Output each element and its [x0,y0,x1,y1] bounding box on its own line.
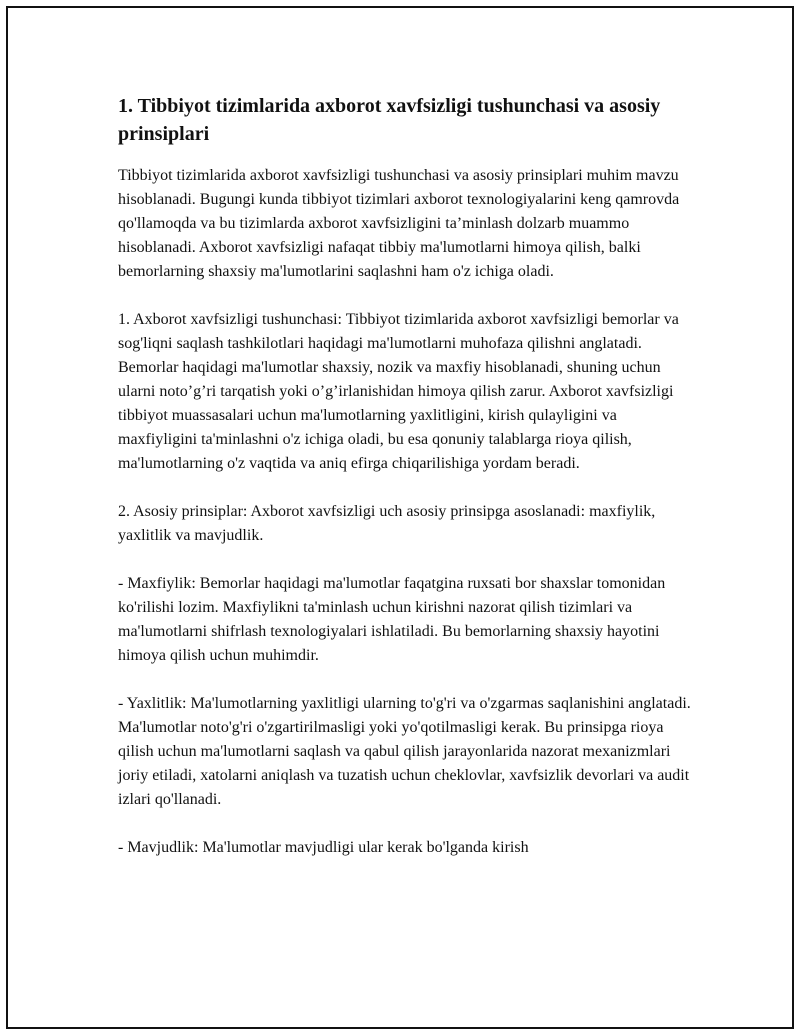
document-title: 1. Tibbiyot tizimlarida axborot xavfsizligi tushunchasi va asosiy prinsiplari [118,95,661,145]
paragraph-confidentiality: - Maxfiylik: Bemorlar haqidagi ma'lumotlar faqatgina ruxsati bor shaxslar tomonidan ko'rilishi lozim. Maxfiylikni ta'minlash uchun kirishni nazorat qilish tizimlari va ma'lumotlarni shifrlash texnologiyalari ishlatiladi. Bu bemorlarning shaxsiy hayotini himoya qilish uchun muhimdir. [118,575,666,664]
paragraph-concept: 1. Axborot xavfsizligi tushunchasi: Tibbiyot tizimlarida axborot xavfsizligi bemorlar va sog'liqni saqlash tashkilotlari haqidagi ma'lumotlarni muhofaza qilishni anglatadi. Bemorlar haqidagi ma'lumotlar shaxsiy, nozik va maxfiy hisoblanadi, shuning uchun ularni noto’g’ri tarqatish yoki o’g’irlanishidan himoya qilish zarur. Axborot xavfsizligi tibbiyot muassasalari uchun ma'lumotlarning yaxlitligini, kirish qulayligini va maxfiyligini ta'minlashni o'z ichiga oladi, bu esa qonuniy talablarga rioya qilish, ma'lumotlarning o'z vaqtida va aniq efirga chiqarilishiga yordam beradi. [118,311,679,472]
paragraph-principles: 2. Asosiy prinsiplar: Axborot xavfsizligi uch asosiy prinsipga asoslanadi: maxfiylik, yaxlitlik va mavjudlik. [118,503,656,544]
paragraph-availability: - Mavjudlik: Ma'lumotlar mavjudligi ular kerak bo'lganda kirish [118,839,529,856]
document-body [118,92,698,884]
paragraph-integrity: - Yaxlitlik: Ma'lumotlarning yaxlitligi ularning to'g'ri va o'zgarmas saqlanishini anglatadi. Ma'lumotlar noto'g'ri o'zgartirilmasligi yoki yo'qotilmasligi kerak. Bu prinsipga rioya qilish uchun ma'lumotlarni saqlash va qabul qilish jarayonlarida nazorat mexanizmlari joriy etiladi, xatolarni aniqlash va tuzatish uchun cheklovlar, xavfsizlik devorlari va audit izlari qo'llanadi. [118,695,691,808]
paragraph-intro: Tibbiyot tizimlarida axborot xavfsizligi tushunchasi va asosiy prinsiplari muhim mavzu hisoblanadi. Bugungi kunda tibbiyot tizimlari axborot texnologiyalarini keng qamrovda qo'llamoqda va bu tizimlarda axborot xavfsizligini ta’minlash dolzarb muammo hisoblanadi. Axborot xavfsizligi nafaqat tibbiy ma'lumotlarni himoya qilish, balki bemorlarning shaxsiy ma'lumotlarini saqlashni ham o'z ichiga oladi. [118,167,680,280]
